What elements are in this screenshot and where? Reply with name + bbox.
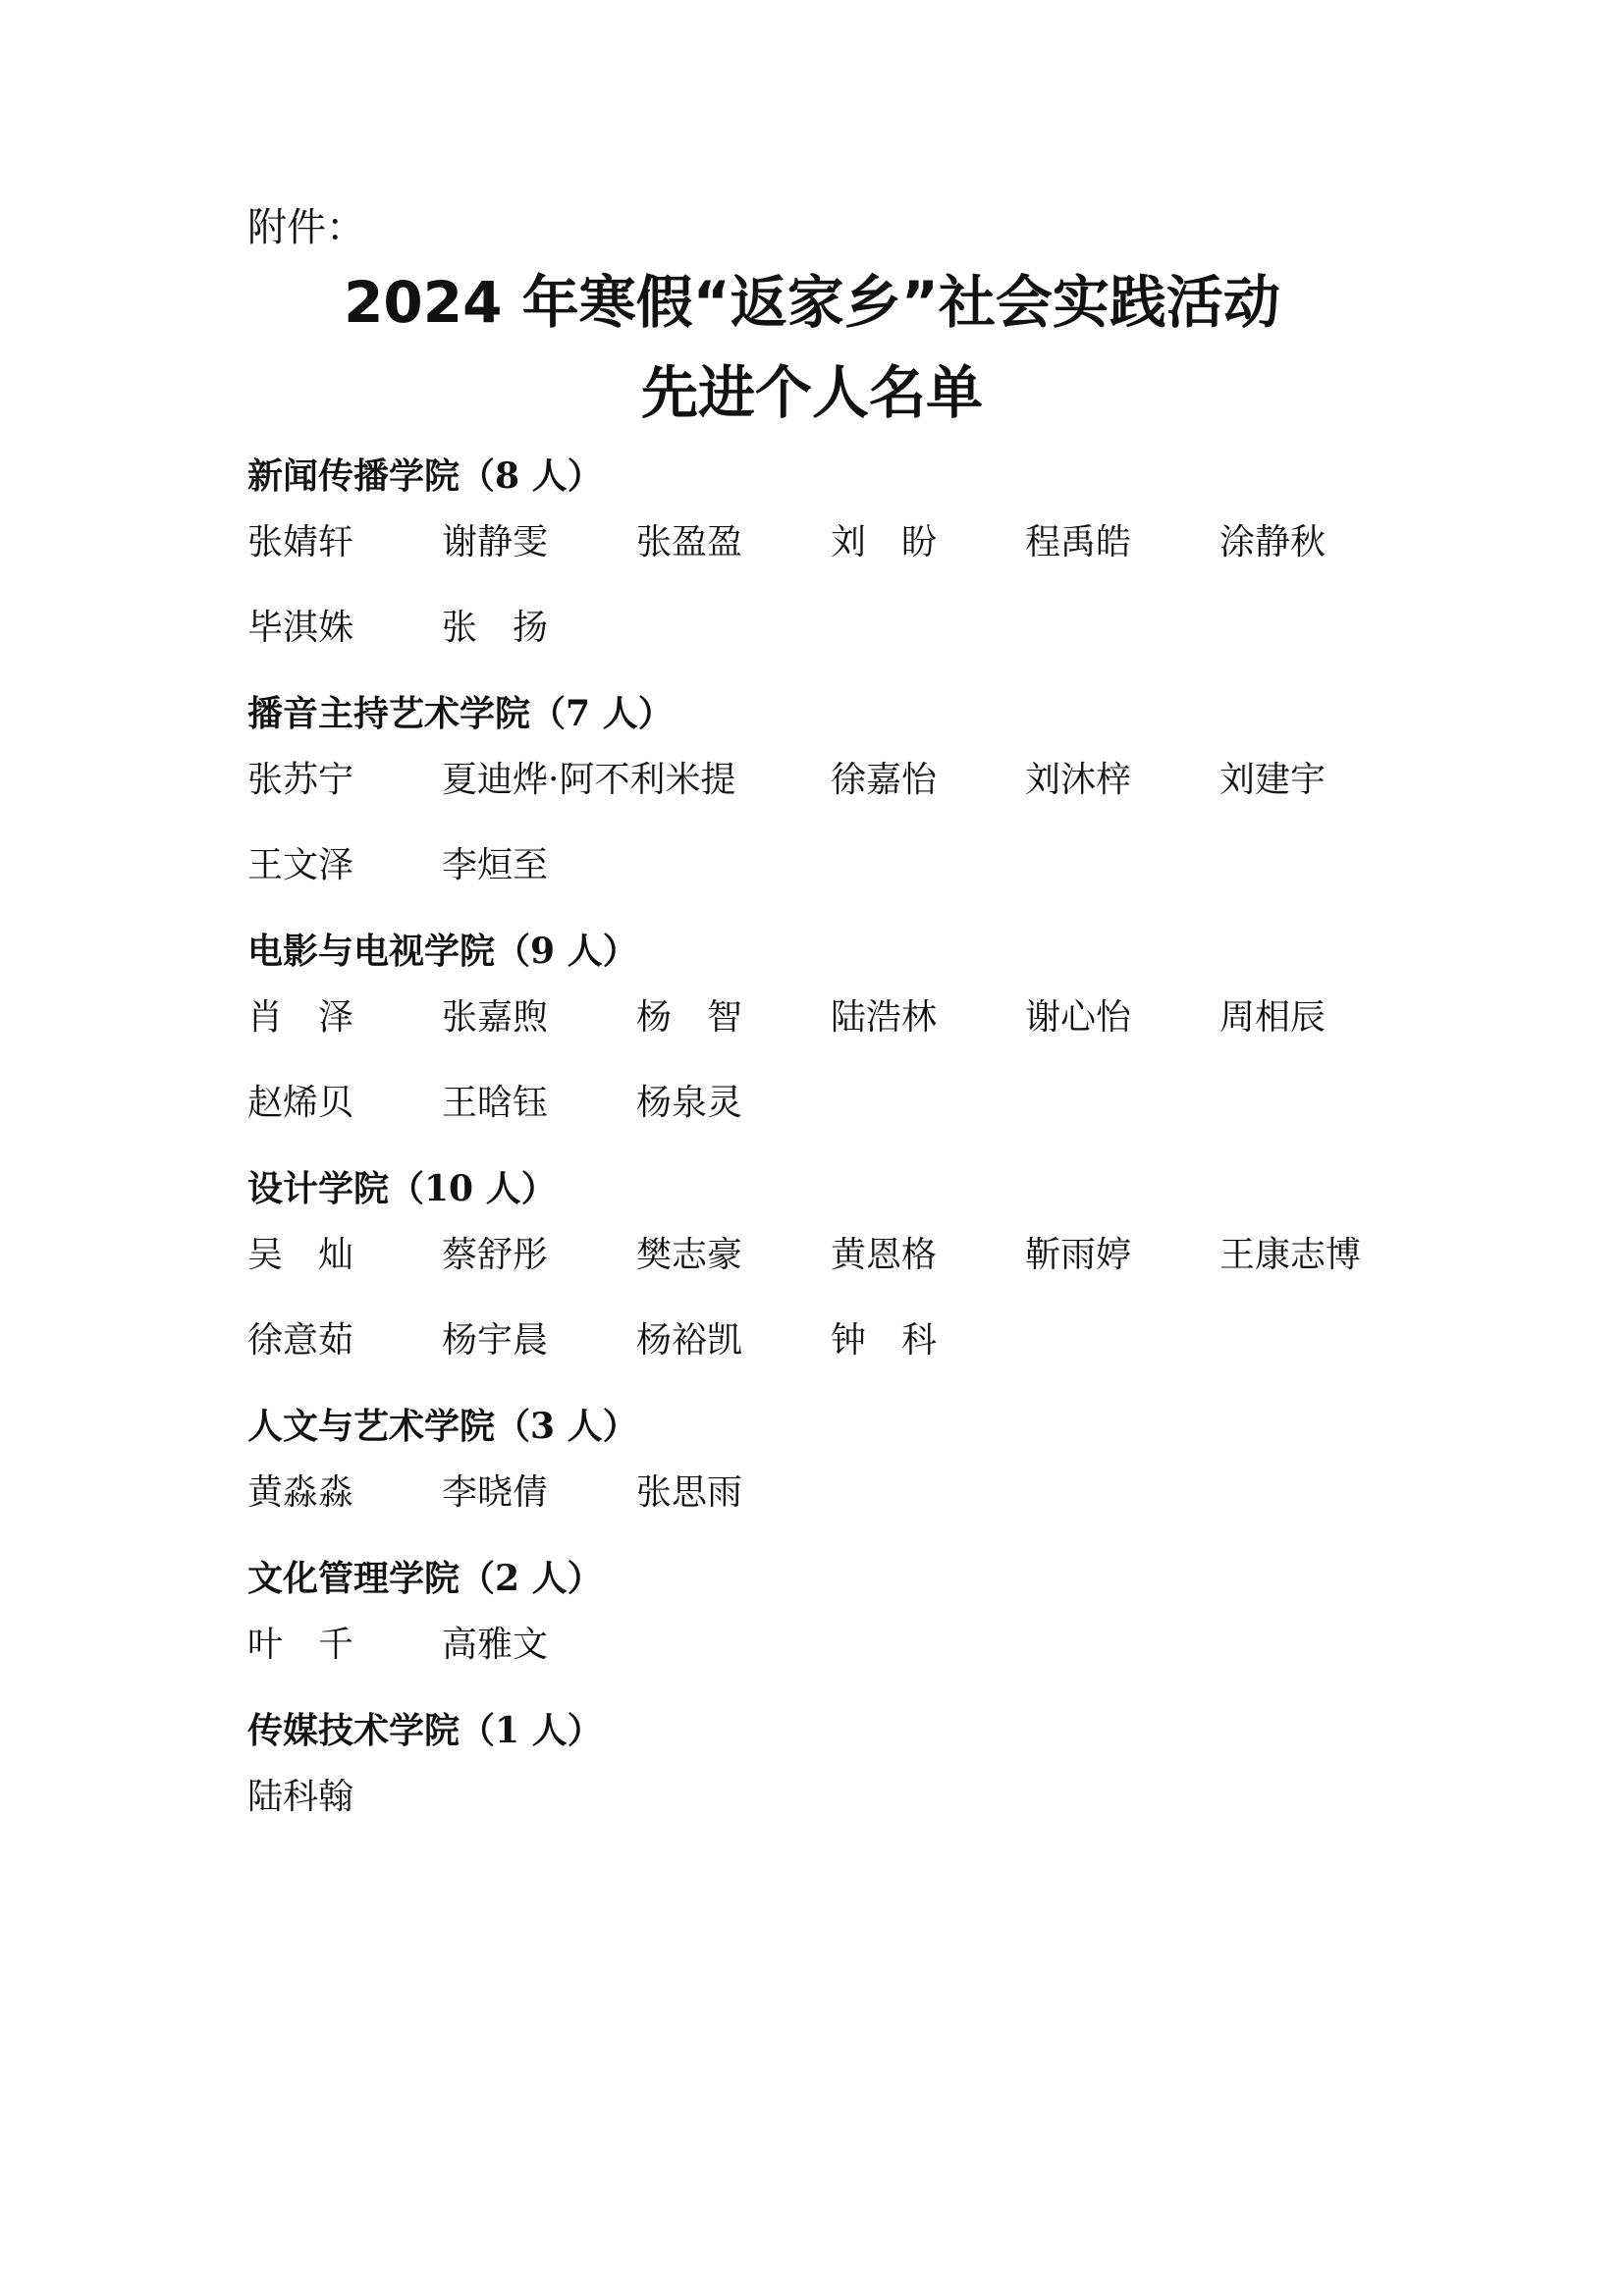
person-name: 钟 科	[831, 1320, 938, 1361]
person-name: 刘 盼	[831, 522, 938, 562]
person-name: 王康志博	[1219, 1235, 1362, 1275]
name-row	[247, 756, 1426, 841]
name-row	[247, 1231, 1426, 1316]
person-name: 徐意茹	[247, 1320, 354, 1361]
section-film-tv	[247, 927, 1426, 1164]
person-name: 张思雨	[636, 1472, 743, 1513]
attachment-label: 附件：	[247, 205, 365, 250]
name-row	[247, 1773, 1426, 1858]
section-heading: 电影与电视学院（9 人）	[247, 931, 638, 972]
person-name: 张 扬	[442, 608, 549, 648]
person-name: 夏迪烨·阿不利米提	[442, 760, 736, 800]
person-name: 张盈盈	[636, 522, 743, 562]
person-name: 王晗钰	[442, 1083, 549, 1123]
person-name: 周相辰	[1219, 997, 1326, 1038]
name-row	[247, 1468, 1426, 1554]
person-name: 刘建宇	[1219, 760, 1326, 800]
person-name: 程禹皓	[1025, 522, 1132, 562]
name-row	[247, 841, 1426, 927]
section-journalism	[247, 452, 1426, 689]
person-name: 李烜至	[442, 845, 549, 885]
section-heading: 文化管理学院（2 人）	[247, 1558, 603, 1599]
section-media-technology	[247, 1706, 1426, 1858]
section-cultural-management	[247, 1554, 1426, 1706]
person-name: 高雅文	[442, 1625, 549, 1665]
title-line-2: 先进个人名单	[640, 359, 983, 426]
section-heading: 设计学院（10 人）	[247, 1168, 557, 1209]
name-list	[247, 452, 1426, 1858]
section-heading: 播音主持艺术学院（7 人）	[247, 693, 674, 734]
section-heading: 传媒技术学院（1 人）	[247, 1710, 603, 1751]
section-broadcasting	[247, 689, 1426, 927]
person-name: 毕淇姝	[247, 608, 354, 648]
person-name: 杨 智	[636, 997, 743, 1038]
person-name: 靳雨婷	[1025, 1235, 1132, 1275]
person-name: 吴 灿	[247, 1235, 354, 1275]
name-row	[247, 1079, 1426, 1164]
person-name: 蔡舒彤	[442, 1235, 549, 1275]
name-row	[247, 993, 1426, 1079]
person-name: 陆科翰	[247, 1777, 354, 1817]
section-design	[247, 1164, 1426, 1402]
person-name: 张婧轩	[247, 522, 354, 562]
document-title	[0, 257, 1624, 438]
person-name: 黄恩格	[831, 1235, 938, 1275]
person-name: 刘沐梓	[1025, 760, 1132, 800]
section-heading: 新闻传播学院（8 人）	[247, 455, 603, 497]
person-name: 谢心怡	[1025, 997, 1132, 1038]
person-name: 陆浩林	[831, 997, 938, 1038]
person-name: 肖 泽	[247, 997, 354, 1038]
person-name: 张苏宁	[247, 760, 354, 800]
person-name: 张嘉煦	[442, 997, 549, 1038]
section-humanities-arts	[247, 1402, 1426, 1554]
name-row	[247, 1621, 1426, 1706]
name-row	[247, 1316, 1426, 1402]
person-name: 李晓倩	[442, 1472, 549, 1513]
section-heading: 人文与艺术学院（3 人）	[247, 1406, 638, 1447]
person-name: 徐嘉怡	[831, 760, 938, 800]
person-name: 叶 千	[247, 1625, 354, 1665]
title-line-1: 2024 年寒假“返家乡”社会实践活动	[344, 269, 1280, 336]
person-name: 杨裕凯	[636, 1320, 743, 1361]
person-name: 赵烯贝	[247, 1083, 354, 1123]
person-name: 樊志豪	[636, 1235, 743, 1275]
person-name: 杨宇晨	[442, 1320, 549, 1361]
person-name: 王文泽	[247, 845, 354, 885]
name-row	[247, 518, 1426, 604]
person-name: 谢静雯	[442, 522, 549, 562]
person-name: 黄淼淼	[247, 1472, 354, 1513]
name-row	[247, 604, 1426, 689]
person-name: 杨泉灵	[636, 1083, 743, 1123]
person-name: 涂静秋	[1219, 522, 1326, 562]
